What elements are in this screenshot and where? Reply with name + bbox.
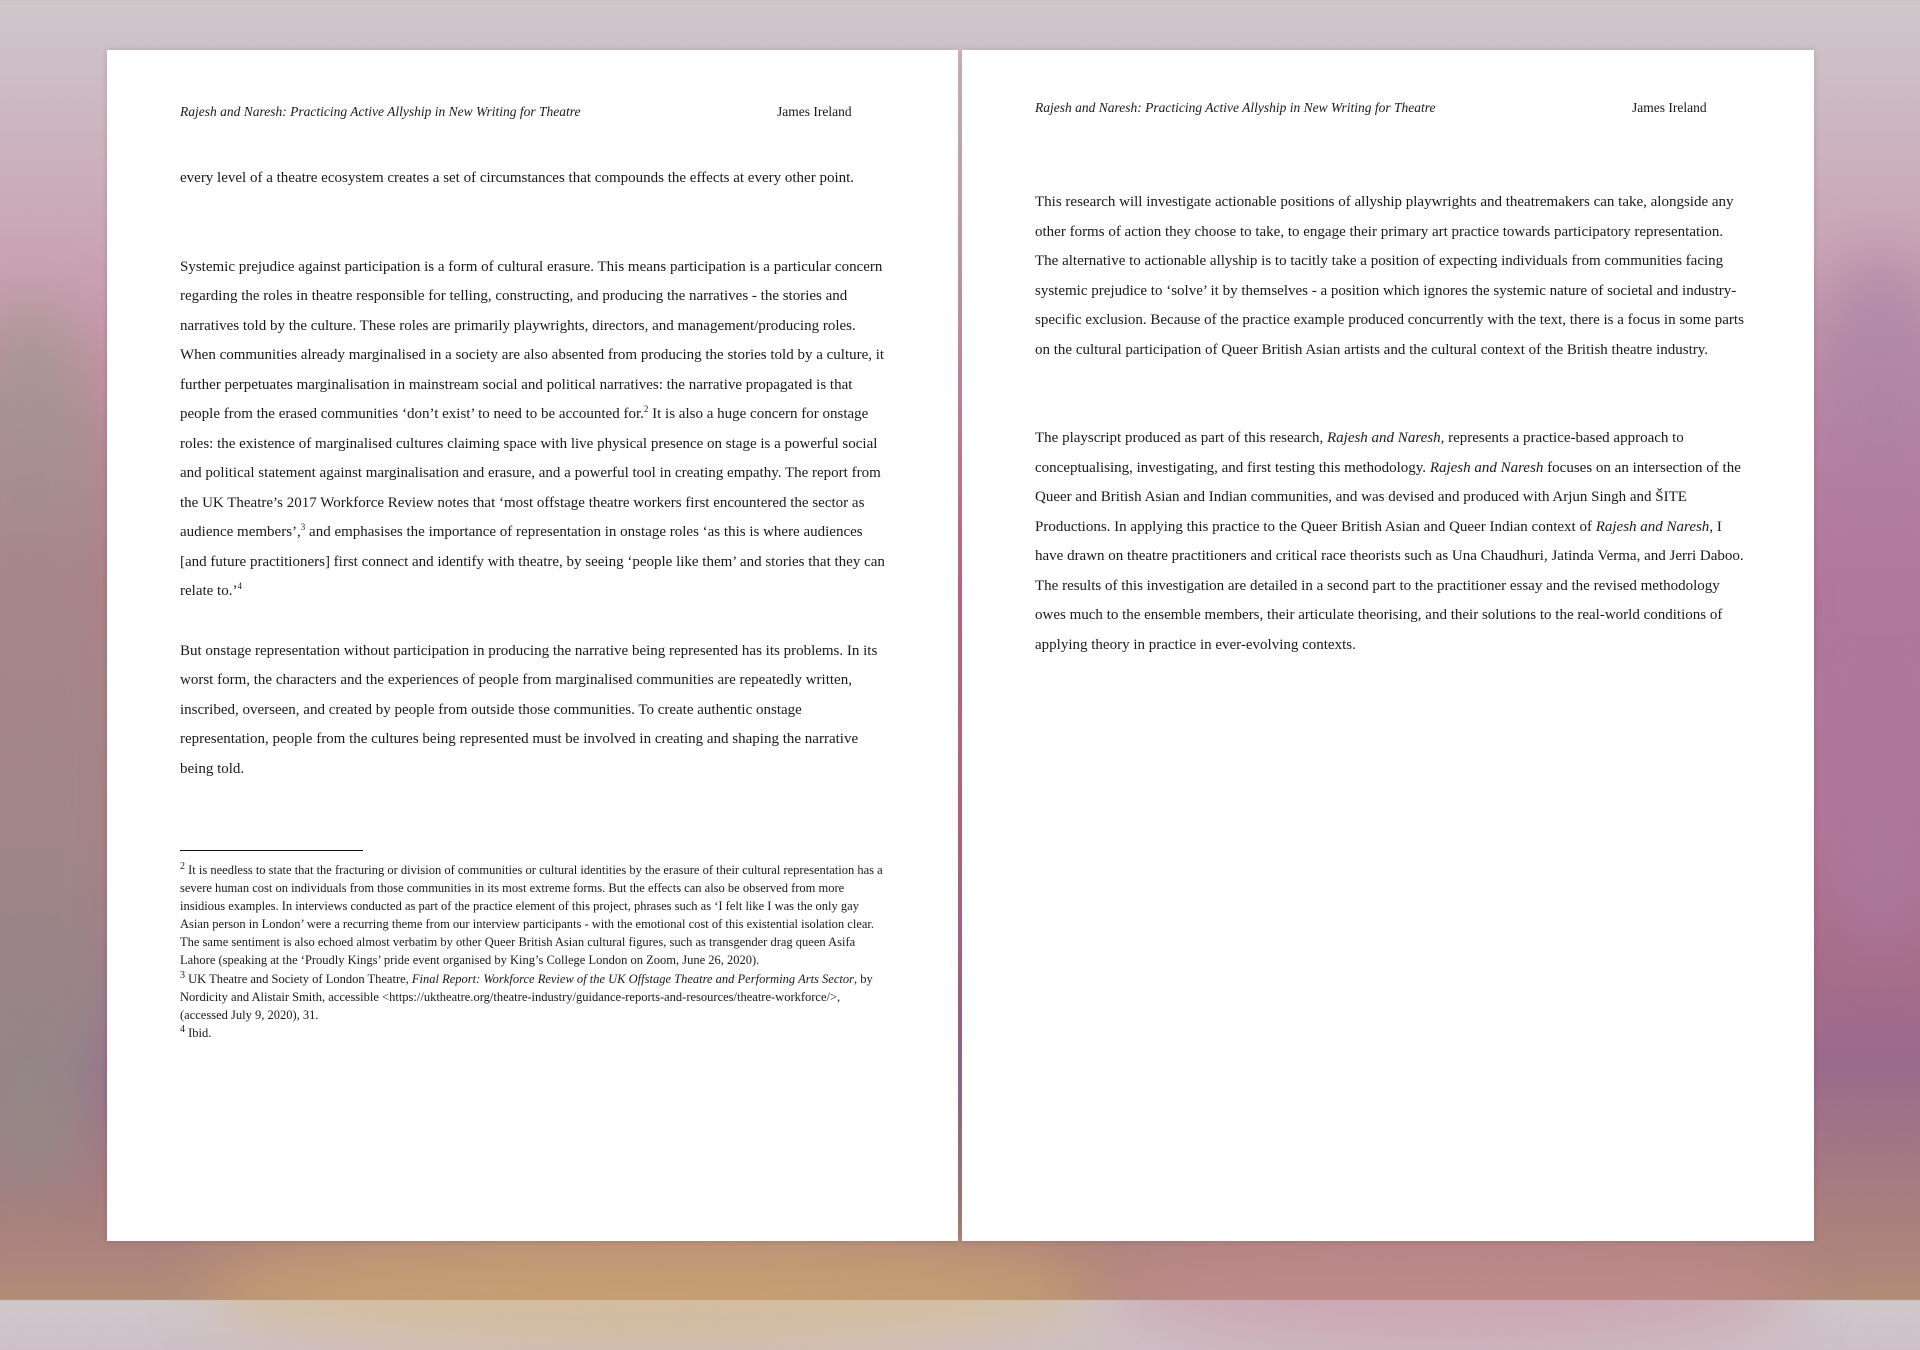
document-page-right <box>962 50 1814 1241</box>
running-title: Rajesh and Naresh: Practicing Active Allyship in New Writing for Theatre <box>180 104 581 119</box>
body-paragraph: Systemic prejudice against participation is a form of cultural erasure. This means participation is a particular concern regarding the roles in theatre responsible for telling, constructing, and producing the narratives - the stories and narratives told by the culture. These roles are primarily playwrights, directors, and management/producing roles. When communities already marginalised in a society are also absented from producing the stories told by a culture, it further perpetuates marginalisation in mainstream social and political narratives: the narrative propagated is that people from the erased communities ‘don’t exist’ to need to be accounted for.$^2$ It is also a huge concern for onstage roles: the existence of marginalised cultures claiming space with live physical presence on stage is a powerful social and political statement against marginalisation and erasure, and a powerful tool in creating empathy. The report from the UK Theatre’s 2017 Workforce Review notes that ‘most offstage theatre workers first encountered the sector as audience members’,$^3$ and emphasises the importance of representation in onstage roles ‘as this is where audiences [and future practitioners] first connect and identify with theatre, by seeing ‘people like them’ and stories that they can relate to.’$^4$ <box>180 258 885 599</box>
background-blur <box>1100 1230 1800 1350</box>
footnote: $^2$ It is needless to state that the fracturing or division of communities or cultural identities by the erasure of their cultural representation has a severe human cost on individuals from those communities in its most extreme forms. But the effects can also be observed from more insidious examples. In interviews conducted as part of the practice element of this project, phrases such as ‘I felt like I was the only gay Asian person in London’ were a recurring theme from our interview participants - with the emotional cost of this existential isolation clear. The same sentiment is also echoed almost verbatim by other Queer British Asian cultural figures, such as transgender drag queen Asifa Lahore (speaking at the ‘Proudly Kings’ pride event organised by King’s College London on Zoom, June 26, 2020). <box>180 860 883 968</box>
body-paragraph: The playscript produced as part of this research, Rajesh and Naresh, represents a practice-based approach to conceptualising, investigating, and first testing this methodology. Rajesh and Naresh focuses on an intersection of the Queer and British Asian and Indian communities, and was devised and produced with Arjun Singh and ŠITE Productions. In applying this practice to the Queer British Asian and Queer Indian context of Rajesh and Naresh, I have drawn on theatre practitioners and critical race theorists such as Una Chaudhuri, Jatinda Verma, and Jerri Daboo. The results of this investigation are detailed in a second part to the practitioner essay and the revised methodology owes much to the ensemble members, their articulate theorising, and their solutions to the real-world conditions of applying theory in practice in ever-evolving contexts. <box>1035 430 1744 653</box>
footnote: $^4$ Ibid. <box>180 1023 212 1040</box>
body-paragraph: But onstage representation without participation in producing the narrative being represented has its problems. In its worst form, the characters and the experiences of people from marginalised communities are repeatedly written, inscribed, overseen, and created by people from outside those communities. To create authentic onstage representation, people from the cultures being represented must be involved in creating and shaping the narrative being told. <box>180 642 878 777</box>
body-paragraph: every level of a theatre ecosystem creates a set of circumstances that compounds the effects at every other point. <box>180 170 855 186</box>
author-name: James Ireland <box>1632 100 1707 115</box>
body-paragraph: This research will investigate actionable positions of allyship playwrights and theatremakers can take, alongside any other forms of action they choose to take, to engage their primary art practice towards participatory representation. The alternative to actionable allyship is to tacitly take a position of expecting individuals from communities facing systemic prejudice to ‘solve’ it by themselves - a position which ignores the systemic nature of societal and industry-specific exclusion. Because of the practice example produced concurrently with the text, there is a focus in some parts on the cultural participation of Queer British Asian artists and the cultural context of the British theatre industry. <box>1035 194 1744 358</box>
running-header <box>180 100 888 124</box>
running-title: Rajesh and Naresh: Practicing Active Allyship in New Writing for Theatre <box>1035 100 1436 115</box>
document-page-left <box>107 50 958 1241</box>
footnotes <box>180 861 888 1042</box>
author-name: James Ireland <box>777 104 852 119</box>
running-header <box>1035 96 1744 120</box>
footnote: $^3$ UK Theatre and Society of London Theatre, Final Report: Workforce Review of the UK Offstage Theatre and Performing Arts Sector, by Nordicity and Alistair Smith, accessible <https://uktheatre.org/theatre-industry/guidance-reports-and-resources/theatre-workforce/>, (accessed July 9, 2020), 31. <box>180 969 873 1022</box>
footnote-separator <box>180 850 363 851</box>
background-blur <box>200 1230 1100 1350</box>
